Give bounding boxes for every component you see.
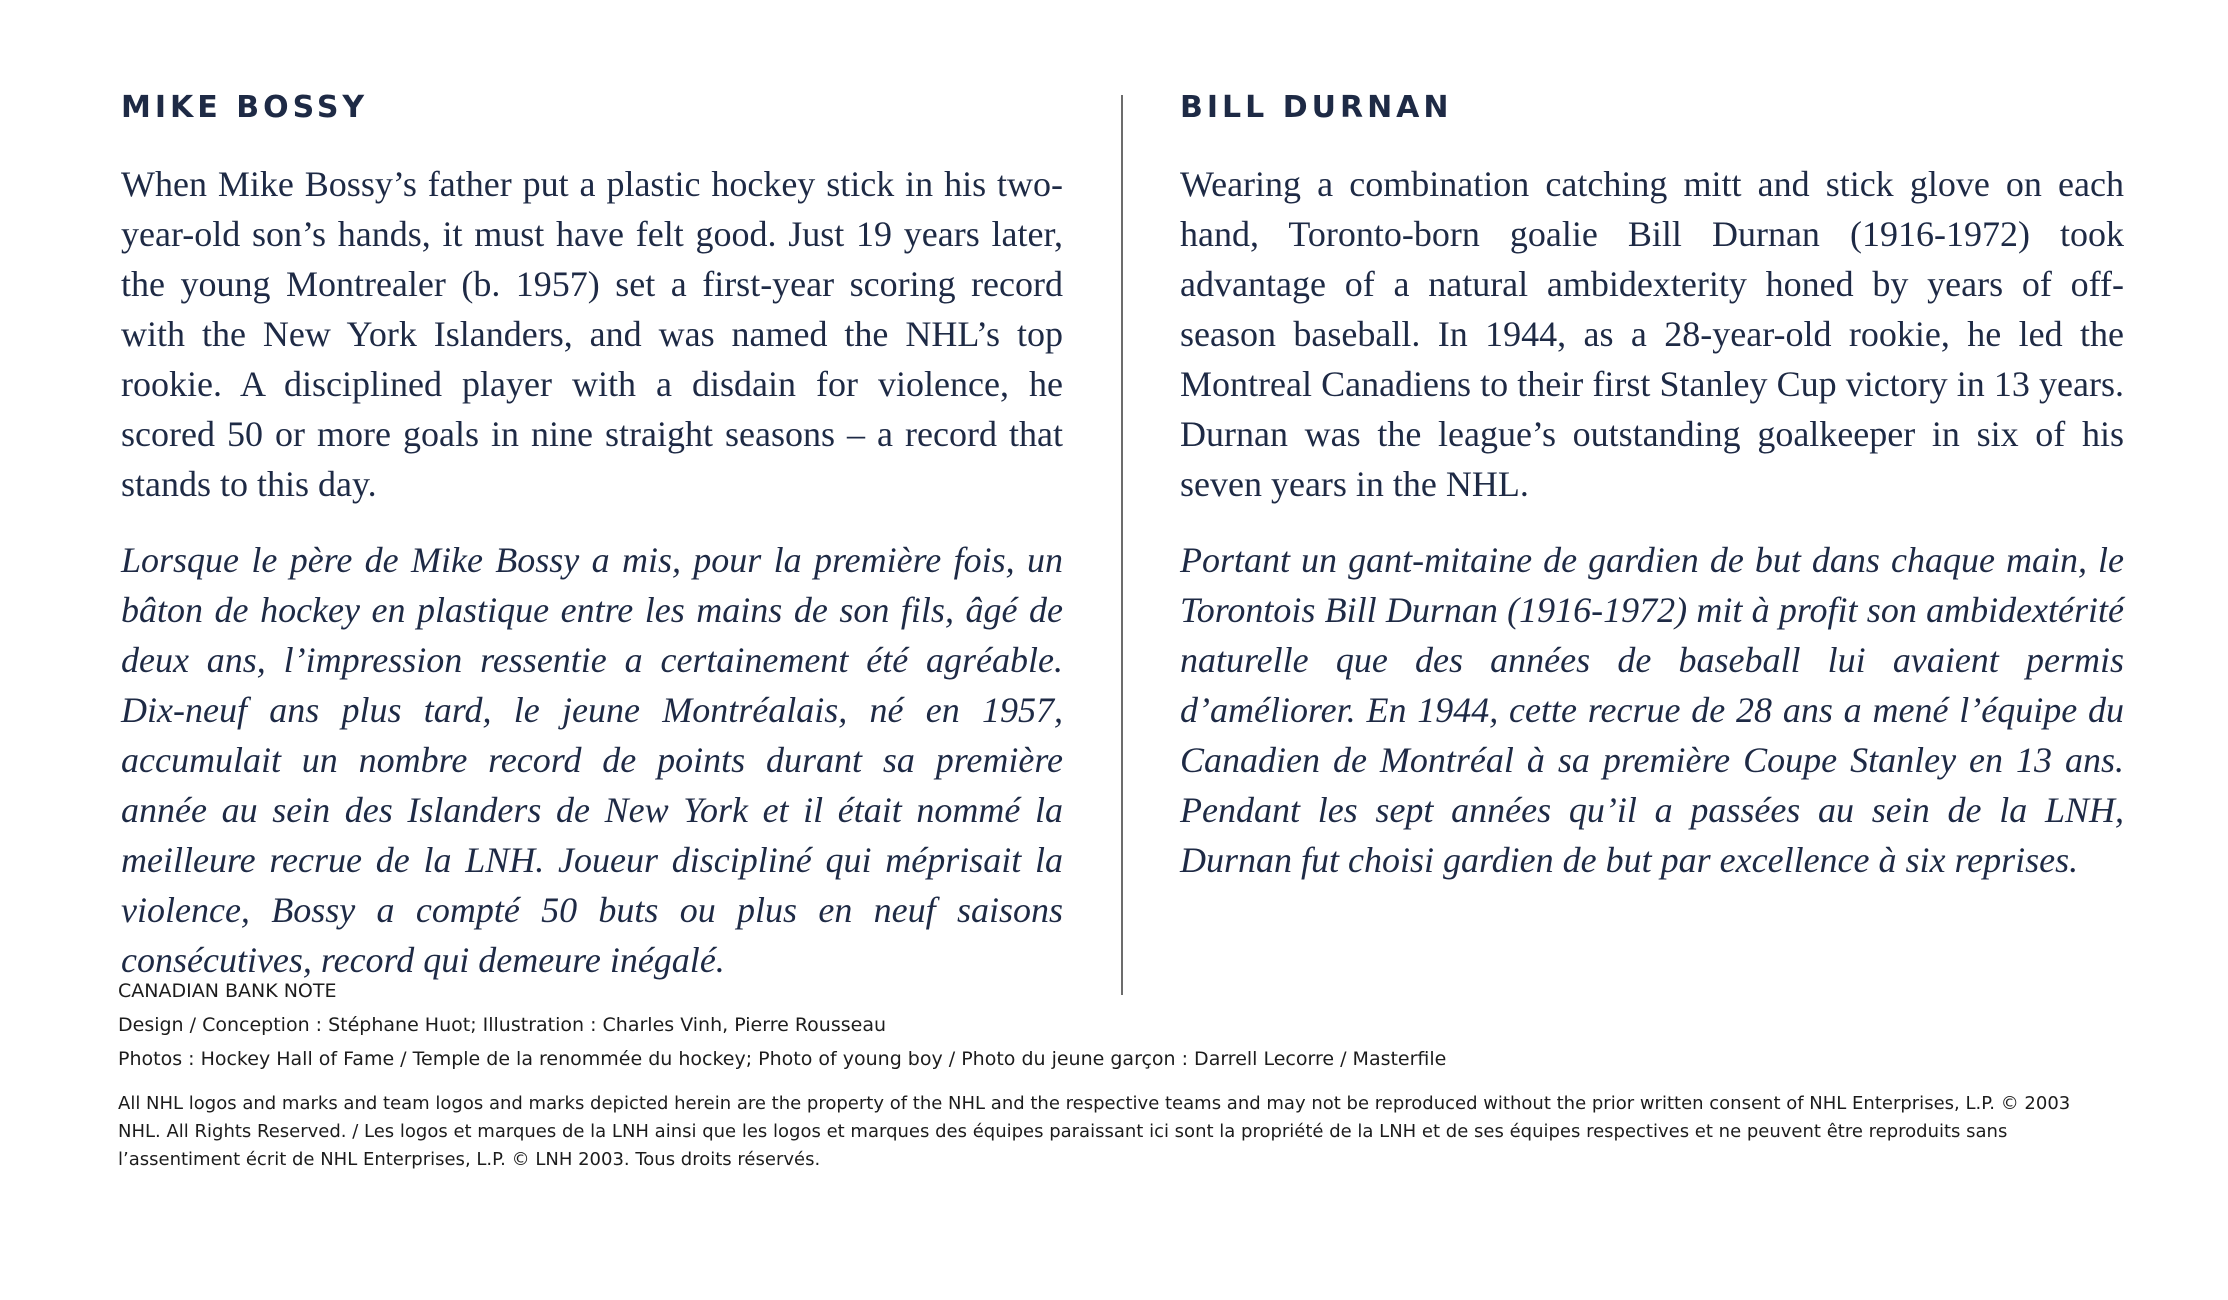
column-divider [1121, 95, 1123, 995]
printer-credit: CANADIAN BANK NOTE [118, 980, 337, 1002]
photo-credit: Photos : Hockey Hall of Fame / Temple de la renommée du hockey; Photo of young boy / Photo du jeune garçon : Darrell Lecorre / Masterfile [118, 1048, 1447, 1070]
design-credit: Design / Conception : Stéphane Huot; Illustration : Charles Vinh, Pierre Rousseau [118, 1014, 887, 1036]
credits-section [118, 974, 2118, 1174]
bill-durnan-column [1180, 90, 2124, 885]
mike-bossy-french-text: Lorsque le père de Mike Bossy a mis, pour la première fois, un bâton de hockey en plastique entre les mains de son fils, âgé de deux ans, l’impression ressentie a certainement été agréable. Dix-neuf ans plus tard, le jeune Montréalais, né en 1957, accumulait un nombre record de points durant sa première année au sein des Islanders de New York et il était nommé la meilleure recrue de la LNH. Joueur discipliné qui méprisait la violence, Bossy a compté 50 buts ou plus en neuf saisons consécutives, record qui demeure inégalé. [121, 540, 1063, 980]
bill-durnan-english-text: Wearing a combination catching mitt and stick glove on each hand, Toronto-born goalie Bill Durnan (1916-1972) took advantage of a natural ambidexterity honed by years of off-season baseball. In 1944, as a 28-year-old rookie, he led the Montreal Canadiens to their first Stanley Cup victory in 13 years. Durnan was the league’s outstanding goalkeeper in six of his seven years in the NHL. [1180, 164, 2124, 504]
mike-bossy-column [121, 90, 1063, 985]
bill-durnan-heading: BILL DURNAN [1180, 90, 1453, 125]
mike-bossy-heading: MIKE BOSSY [121, 90, 369, 125]
mike-bossy-english-text: When Mike Bossy’s father put a plastic hockey stick in his two-year-old son’s hands, it must have felt good. Just 19 years later, the young Montrealer (b. 1957) set a first-year scoring record with the New York Islanders, and was named the NHL’s top rookie. A disciplined player with a disdain for violence, he scored 50 or more goals in nine straight seasons – a record that stands to this day. [121, 164, 1063, 504]
legal-notice: All NHL logos and marks and team logos and marks depicted herein are the property of the NHL and the respective teams and may not be reproduced without the prior written consent of NHL Enterprises, L.P. © 2003 NHL. All Rights Reserved. / Les logos et marques de la LNH ainsi que les logos et marques des équipes paraissant ici sont la propriété de la LNH et de ses équipes respectives et ne peuvent être reproduits sans l’assentiment écrit de NHL Enterprises, L.P. © LNH 2003. Tous droits réservés. [118, 1093, 2071, 1170]
bill-durnan-french-text: Portant un gant-mitaine de gardien de but dans chaque main, le Torontois Bill Durnan (1916-1972) mit à profit son ambidextérité naturelle que des années de baseball lui avaient permis d’améliorer. En 1944, cette recrue de 28 ans a mené l’équipe du Canadien de Montréal à sa première Coupe Stanley en 13 ans. Pendant les sept années qu’il a passées au sein de la LNH, Durnan fut choisi gardien de but par excellence à six reprises. [1180, 540, 2124, 880]
